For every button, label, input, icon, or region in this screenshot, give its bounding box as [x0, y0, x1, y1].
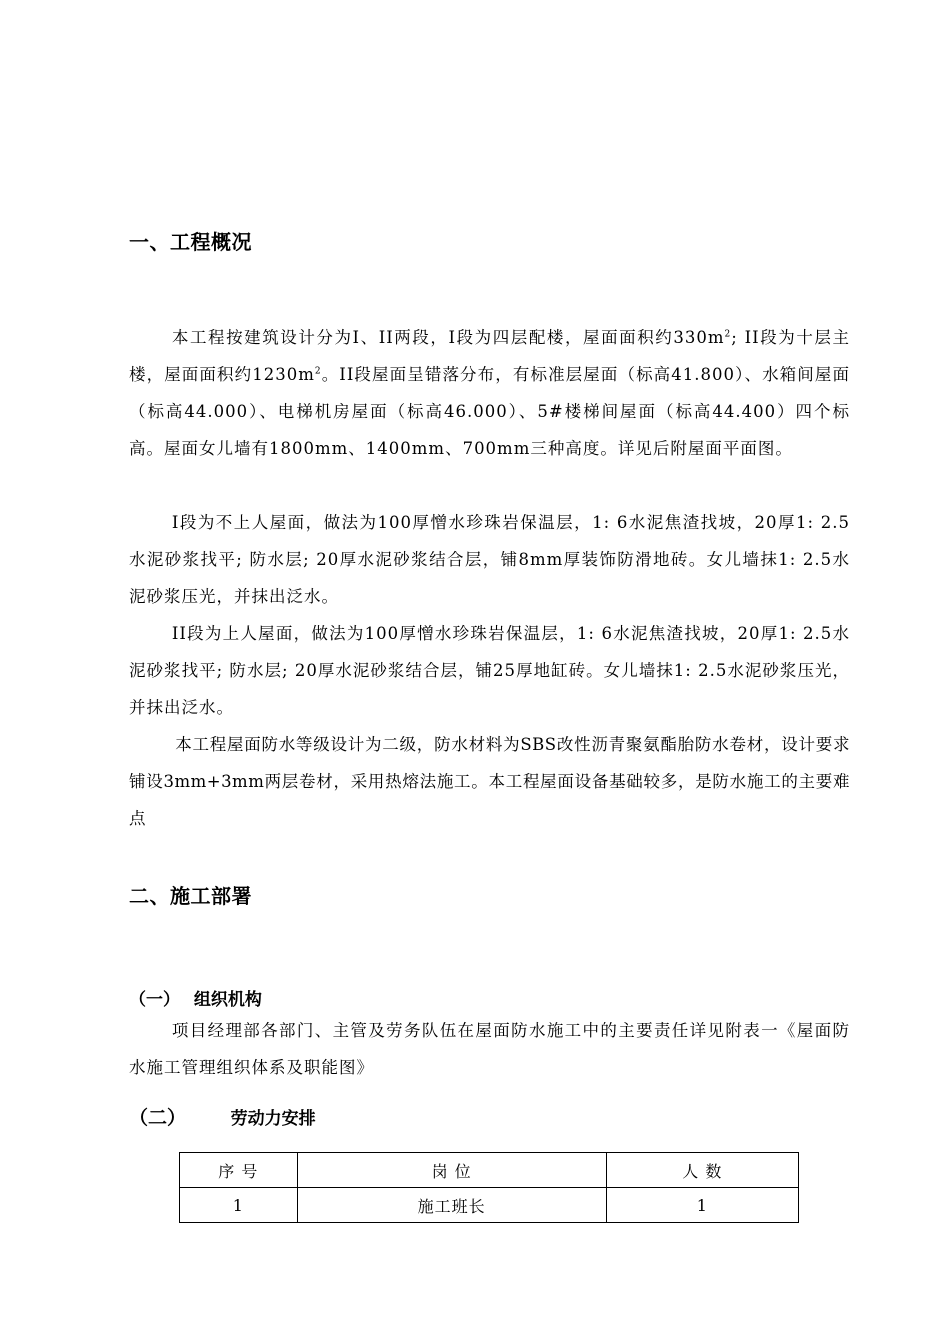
table-cell-number: 1: [180, 1188, 298, 1223]
section-heading-deployment: 二、施工部署: [129, 884, 252, 908]
subsection-title: 劳动力安排: [230, 1109, 316, 1129]
paragraph-text: ; II段为十层主楼，屋面面积约1230m: [129, 328, 851, 384]
paragraph-organization: 项目经理部各部门、主管及劳务队伍在屋面防水施工中的主要责任详见附表一《屋面防水施工管理组织体系及职能图》: [129, 1021, 850, 1077]
superscript: 2: [314, 366, 322, 377]
paragraph-text: 。II段屋面呈错落分布，有标准层屋面（标高41.800）、水箱间屋面（标高44.000）、电梯机房屋面（标高46.000）、5#楼梯间屋面（标高44.400）四个标高。屋面女儿墙有1800mm、1400mm、700mm三种高度。详见后附屋面平面图。: [129, 365, 850, 458]
subsection-number: （一）: [129, 990, 180, 1010]
superscript: 2: [724, 329, 732, 340]
subsection-labor: [129, 1103, 316, 1130]
paragraph-overview-3: II段为上人屋面，做法为100厚憎水珍珠岩保温层，1: 6水泥焦渣找坡，20厚1: 2.5水泥砂浆找平; 防水层; 20厚水泥砂浆结合层，铺25厚地缸砖。女儿墙抹1: 2.5水泥砂浆压光，并抹出泛水。: [129, 624, 850, 717]
subsection-number: （二）: [129, 1107, 187, 1129]
table-row: [180, 1188, 799, 1223]
column-header-position: 岗 位: [297, 1153, 606, 1188]
paragraph-overview-1: [129, 319, 850, 467]
paragraph-text: 本工程按建筑设计分为I、II两段，I段为四层配楼，屋面面积约330m: [171, 328, 725, 347]
subsection-title: 组织机构: [193, 990, 262, 1010]
subsection-organization: [129, 985, 262, 1010]
paragraph-overview-4: 本工程屋面防水等级设计为二级，防水材料为SBS改性沥青聚氨酯胎防水卷材，设计要求铺设3mm+3mm两层卷材，采用热熔法施工。本工程屋面设备基础较多，是防水施工的主要难点: [129, 735, 850, 828]
labor-table: [179, 1152, 799, 1223]
column-header-number: 序 号: [180, 1153, 298, 1188]
table-cell-headcount: 1: [606, 1188, 798, 1223]
section-heading-overview: 一、工程概况: [129, 230, 252, 254]
table-header-row: [180, 1153, 799, 1188]
table-cell-position: 施工班长: [297, 1188, 606, 1223]
paragraph-overview-2: I段为不上人屋面，做法为100厚憎水珍珠岩保温层，1: 6水泥焦渣找坡，20厚1: 2.5水泥砂浆找平; 防水层; 20厚水泥砂浆结合层，铺8mm厚装饰防滑地砖。女儿墙抹1: 2.5水泥砂浆压光，并抹出泛水。: [129, 513, 850, 606]
column-header-headcount: 人 数: [606, 1153, 798, 1188]
